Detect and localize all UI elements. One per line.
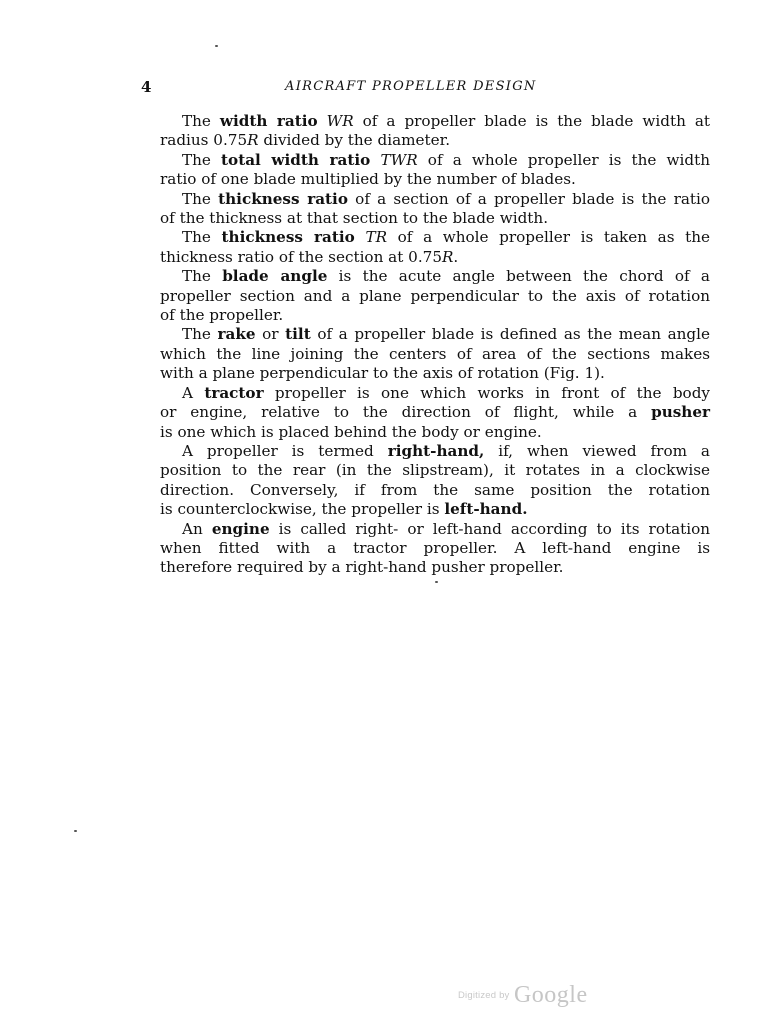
text-line (138, 442, 710, 461)
text-run: of a propeller blade is the blade width at (353, 112, 711, 130)
text-line (138, 306, 710, 325)
text-run: of a section of a propeller blade is the ratio (347, 189, 710, 208)
paragraph (138, 442, 710, 520)
text-run: ratio of one blade multiplied by the number of blades. (160, 170, 576, 189)
text-run: or (255, 325, 286, 344)
text-run: of the thickness at that section to the blade width. (160, 209, 549, 228)
defined-term: thickness ratio (221, 228, 355, 247)
text-run: propeller is one which works in front of the body (263, 383, 710, 402)
text-run: A propeller is termed (182, 441, 388, 460)
symbol: R (247, 131, 259, 150)
page-header (138, 78, 710, 100)
text-run: direction. Conversely, if from the same position the rotation (160, 480, 710, 499)
text-run: The (182, 112, 220, 130)
symbol: WR (326, 112, 354, 130)
text-run: therefore required by a right-hand pusher propeller. (160, 558, 564, 577)
paragraph (138, 267, 710, 325)
paragraph (138, 112, 710, 151)
text-run: is counterclockwise, the propeller is (160, 500, 445, 519)
text-line (138, 170, 710, 189)
text-line (138, 500, 710, 519)
text-line (138, 151, 710, 170)
text-line (138, 558, 710, 577)
text-run: if, when viewed from a (484, 441, 710, 460)
defined-term: thickness ratio (218, 189, 348, 208)
defined-term: pusher (651, 403, 710, 422)
text-run: of a whole propeller is taken as the (387, 228, 711, 247)
scan-speck (435, 581, 438, 583)
text-run (318, 112, 327, 130)
text-run: radius 0.75 (160, 131, 248, 150)
text-run: or engine, relative to the direction of flight, while a (160, 403, 652, 422)
text-line (138, 384, 710, 403)
text-line (138, 403, 710, 422)
defined-term: tractor (204, 383, 264, 402)
text-run: propeller section and a plane perpendicular to the axis of rotation (160, 286, 710, 305)
text-run: The (182, 150, 222, 169)
text-run: when fitted with a tractor propeller. A left-hand engine is (160, 538, 710, 557)
text-run (355, 228, 366, 246)
paragraph (138, 384, 710, 442)
text-run: thickness ratio of the section at 0.75 (160, 247, 442, 266)
text-run: with a plane perpendicular to the axis of rotation (Fig. 1). (160, 364, 605, 383)
text-line (138, 248, 710, 267)
text-line (138, 267, 710, 286)
text-line (138, 228, 710, 247)
text-run: of the propeller. (160, 306, 284, 325)
text-line (138, 131, 710, 150)
defined-term: width ratio (219, 112, 318, 130)
text-run: which the line joining the centers of area of the sections makes (160, 344, 710, 363)
text-run: The (182, 267, 223, 286)
paragraph (138, 190, 710, 229)
defined-term: engine (211, 519, 270, 538)
text-run: is the acute angle between the chord of a (327, 267, 710, 286)
text-run: The (182, 228, 222, 247)
text-line (138, 539, 710, 558)
text-line (138, 423, 710, 442)
body-text (138, 112, 710, 578)
paragraph (138, 151, 710, 190)
running-title: AIRCRAFT PROPELLER DESIGN (285, 79, 537, 94)
text-line (138, 287, 710, 306)
text-line (138, 345, 710, 364)
text-run: A (182, 383, 205, 402)
text-run: . (453, 247, 459, 266)
symbol: TR (365, 228, 388, 247)
text-run: of a whole propeller is the width (417, 150, 711, 169)
defined-term: rake (217, 325, 256, 344)
defined-term: left-hand. (444, 500, 528, 519)
defined-term: total width ratio (221, 150, 371, 169)
scan-speck (74, 830, 77, 832)
text-run: The (182, 189, 219, 208)
defined-term: blade angle (222, 267, 328, 286)
paragraph (138, 520, 710, 578)
text-run: is one which is placed behind the body or engine. (160, 422, 542, 441)
text-run (370, 151, 380, 169)
text-line (138, 112, 710, 131)
digitized-watermark (458, 982, 588, 1010)
scan-speck (215, 45, 218, 47)
symbol: R (441, 247, 454, 266)
paragraph (138, 325, 710, 383)
text-line (138, 364, 710, 383)
defined-term: right-hand, (387, 441, 485, 460)
text-line (138, 461, 710, 480)
text-line (138, 520, 710, 539)
text-line (138, 325, 710, 344)
google-logo: Google (513, 982, 588, 1008)
page-number: 4 (141, 78, 152, 96)
text-line (138, 481, 710, 500)
text-run: is called right- or left-hand according to its rotation (269, 519, 711, 538)
text-run: position to the rear (in the slipstream), it rotates in a clockwise (160, 461, 710, 480)
text-line (138, 209, 710, 228)
symbol: TWR (380, 150, 418, 169)
text-run: An (182, 519, 212, 538)
watermark-prefix: Digitized by (458, 990, 510, 1001)
text-line (138, 190, 710, 209)
defined-term: tilt (285, 325, 311, 344)
paragraph (138, 228, 710, 267)
text-run: The (182, 325, 218, 344)
text-run: of a propeller blade is defined as the mean angle (310, 325, 710, 344)
text-run: divided by the diameter. (258, 131, 451, 150)
